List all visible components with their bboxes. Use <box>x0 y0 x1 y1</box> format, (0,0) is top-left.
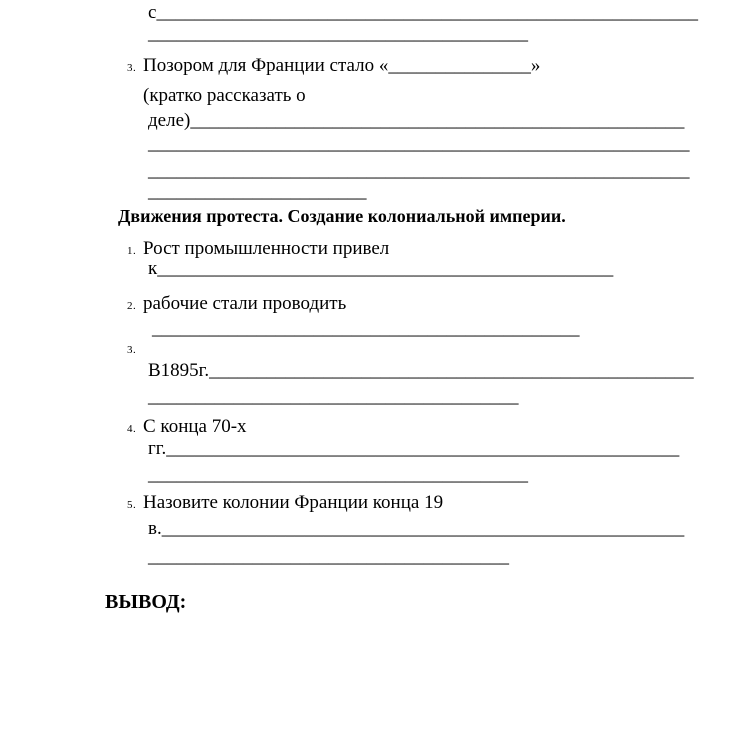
list-item-1-text: Рост промышленности привел <box>143 238 390 259</box>
list-item-3b-number-row <box>127 335 143 360</box>
list-item-number: 2. <box>127 300 137 312</box>
list-item-4-line2-prefix: гг. <box>148 438 167 459</box>
list-item-5-text: Назовите колонии Франции конца 19 <box>143 492 444 513</box>
list-item-3-line1 <box>127 53 540 78</box>
list-item-5-line1 <box>127 490 443 515</box>
list-item-2-text: рабочие стали проводить <box>143 293 347 314</box>
list-item-2-blank <box>152 316 580 341</box>
blank-line-underscores: _____________________________________________ <box>152 318 580 339</box>
list-item-3-line2-text: (кратко рассказать о <box>143 85 306 106</box>
list-item-4-blank <box>148 462 528 487</box>
list-item-1-line2 <box>148 256 613 281</box>
conclusion-label-text: ВЫВОД: <box>105 591 187 613</box>
list-item-4-line2 <box>148 436 679 461</box>
list-item-3-line3-prefix: деле) <box>148 110 191 131</box>
blank-line <box>148 179 367 204</box>
section-heading-text: Движения протеста. Создание колониальной империи. <box>118 206 566 226</box>
list-item-3b-blank2 <box>148 384 519 409</box>
section-heading <box>118 204 566 229</box>
blank-line-underscores: _________________________________________________________ <box>148 133 690 154</box>
list-item-number: 3. <box>127 344 137 356</box>
list-item-5-line2-blank: _______________________________________________________ <box>161 518 685 539</box>
list-item-3-text: Позором для Франции стало « <box>143 55 389 76</box>
list-item-3b-prefix: В1895г. <box>148 360 210 381</box>
blank-line-underscores: ________________________________________ <box>148 464 528 485</box>
list-item-5-blank <box>148 544 509 569</box>
blank-line-underscores: _______________________________________ <box>148 386 519 407</box>
list-item-3-quote-close: » <box>530 55 541 76</box>
list-item-5-line2-prefix: в. <box>148 518 162 539</box>
list-item-1-line2-blank: ________________________________________________ <box>157 258 614 279</box>
list-item-5-line2 <box>148 516 684 541</box>
blank-line <box>148 131 690 156</box>
blank-line <box>148 21 528 46</box>
list-item-3-quote-blank: _______________ <box>388 55 531 76</box>
list-item-3-line2 <box>143 83 306 108</box>
list-item-number: 4. <box>127 423 137 435</box>
list-item-2-line1 <box>127 291 346 316</box>
conclusion-label <box>105 590 186 615</box>
blank-line-underscores: _______________________ <box>148 181 367 202</box>
list-item-3-line3-blank: ____________________________________________________ <box>190 110 685 131</box>
list-item-1-line2-prefix: к <box>148 258 158 279</box>
list-item-number: 1. <box>127 245 137 257</box>
list-item-3b-line1 <box>148 358 694 383</box>
list-item-number: 5. <box>127 499 137 511</box>
list-item-4-line2-blank: ______________________________________________________ <box>166 438 680 459</box>
list-item-number: 3. <box>127 62 137 74</box>
fill-line-c-prefix: с <box>148 2 157 23</box>
list-item-3b-blank: ___________________________________________________ <box>209 360 694 381</box>
fill-line-c-blank: _________________________________________________________ <box>156 2 698 23</box>
list-item-3-line3 <box>148 108 684 133</box>
blank-line-underscores: _________________________________________________________ <box>148 160 690 181</box>
blank-line-underscores: ________________________________________ <box>148 23 528 44</box>
list-item-4-text: С конца 70-х <box>143 416 247 437</box>
blank-line-underscores: ______________________________________ <box>148 546 509 567</box>
